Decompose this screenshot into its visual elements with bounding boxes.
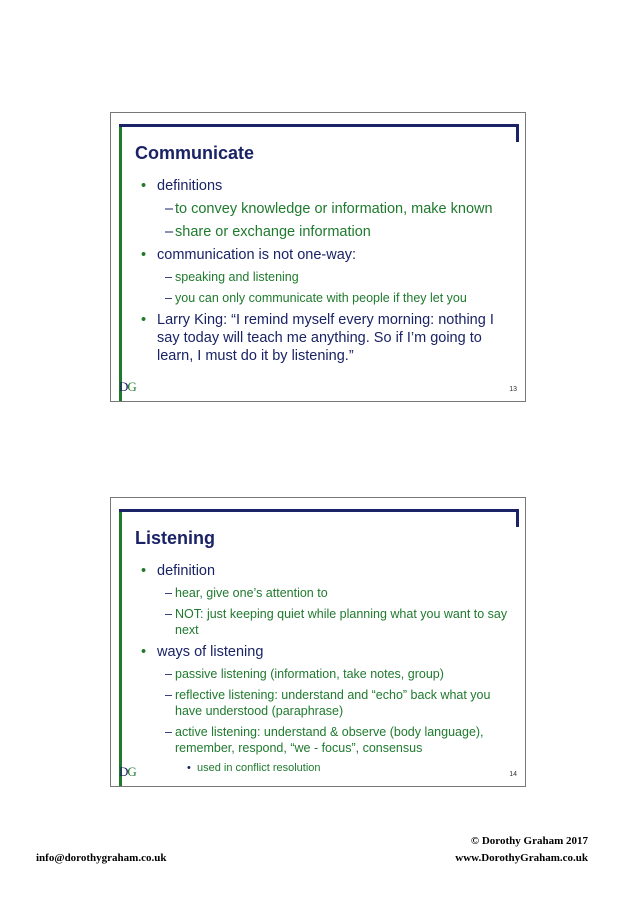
bullet-item: • definition: [141, 562, 515, 580]
slide-body: [141, 562, 515, 778]
sub-bullet-item: – active listening: understand & observe (body language), remember, respond, “we - focus”, consensus: [165, 725, 484, 755]
sub-sub-bullet-item: • used in conflict resolution: [141, 761, 515, 775]
slide-top-rule: [119, 124, 519, 127]
slide-title: Communicate: [135, 143, 255, 163]
slide-number: 14: [509, 771, 517, 778]
bullet-item: • ways of listening: [141, 643, 515, 661]
slide-accent-bar: [119, 124, 122, 401]
dg-logo: DG: [119, 764, 136, 779]
sub-bullet-item: – to convey knowledge or information, make known: [165, 201, 493, 217]
slide-top-rule: [119, 509, 519, 512]
sub-bullet-item: – speaking and listening: [165, 270, 299, 284]
slide-corner-rule: [516, 509, 519, 527]
footer-info: [455, 833, 588, 867]
slide-title: Listening: [135, 528, 215, 548]
slide-listening: [110, 497, 526, 787]
sub-bullet-item: – you can only communicate with people if they let you: [165, 291, 467, 305]
bullet-item: • Larry King: “I remind myself every morning: nothing I say today will teach me anything. So if I’m going to learn, I must do it by listening.”: [141, 311, 515, 365]
footer-copyright: © Dorothy Graham 2017: [470, 835, 588, 847]
bullet-item: • communication is not one-way:: [141, 246, 515, 264]
sub-bullet-item: – NOT: just keeping quiet while planning what you want to say next: [165, 607, 508, 637]
sub-bullet-item: – passive listening (information, take notes, group): [165, 667, 444, 681]
bullet-item: • definitions: [141, 177, 515, 195]
slide-communicate: [110, 112, 526, 402]
footer-website-link[interactable]: www.DorothyGraham.co.uk: [455, 852, 588, 864]
footer-email-link[interactable]: info@dorothygraham.co.uk: [36, 852, 167, 864]
sub-bullet-item: – share or exchange information: [165, 224, 371, 240]
slide-corner-rule: [516, 124, 519, 142]
sub-bullet-item: – reflective listening: understand and “echo” back what you have understood (paraphrase): [165, 688, 491, 718]
slide-body: [141, 177, 515, 370]
dg-logo: DG: [119, 379, 136, 394]
sub-bullet-item: – hear, give one’s attention to: [165, 586, 328, 600]
slide-accent-bar: [119, 509, 122, 786]
slide-number: 13: [509, 386, 517, 393]
